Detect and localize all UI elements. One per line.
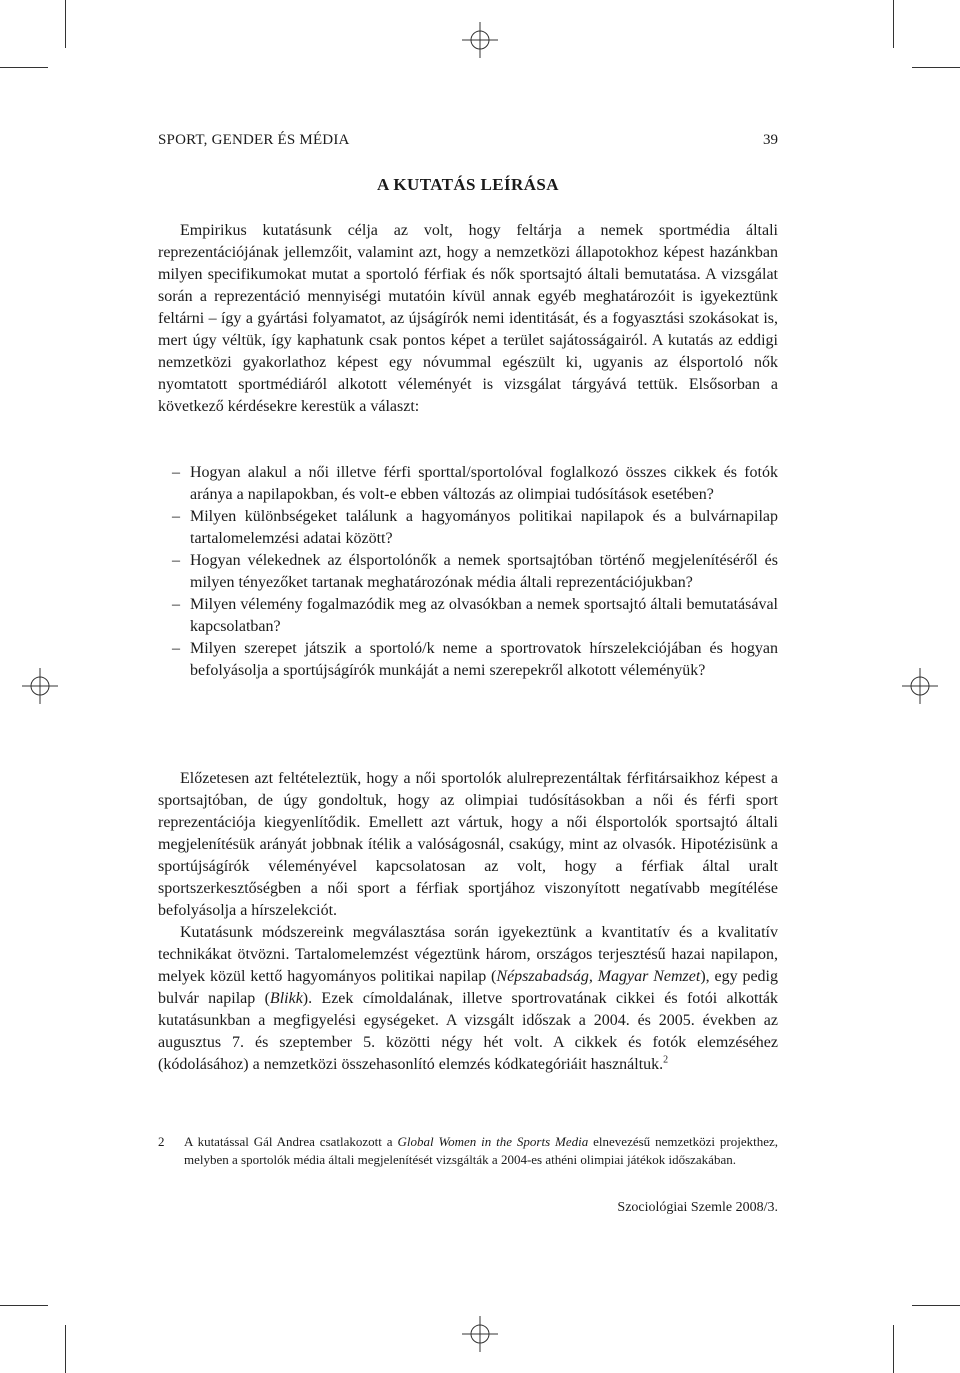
dash-bullet: –	[172, 640, 180, 657]
section-title: A KUTATÁS LEÍRÁSA	[377, 175, 559, 194]
footnote-number: 2	[158, 1134, 165, 1149]
journal-footer: Szociológiai Szemle 2008/3.	[617, 1200, 778, 1215]
crop-mark-bottom-left-vertical	[65, 1325, 66, 1373]
crop-mark-bottom-right-horizontal	[912, 1305, 960, 1306]
hypotheses-methods-section	[158, 768, 778, 1076]
crop-mark-bottom-right-vertical	[893, 1325, 894, 1373]
dash-bullet: –	[172, 552, 180, 569]
question-text: Hogyan vélekednek az élsportolónők a nemek sportsajtóban történő megjelenítéséről és milyen tényezőket tartanak meghatározónak média általi reprezentációjukban?	[190, 552, 778, 591]
question-text: Milyen szerepet játszik a sportoló/k neme a sportrovatok hírszelekciójában és hogyan befolyásolja a sportújságírók munkáját a nemi szerepekről alkotott véleményük?	[190, 640, 778, 679]
list-item	[158, 638, 778, 682]
crop-mark-top-left-vertical	[65, 0, 66, 48]
text-run: ), egy pedig bulvár napilap (	[158, 968, 778, 1007]
text-run: ). Ezek címoldalának, illetve sportrovatának cikkei és fotói alkották kutatásunkban a megfigyelési egységeket. A vizsgált időszak a 2004. és 2005. években az augusztus 7. és szeptember 5. közötti négy hét volt. A cikkek és fotók elemzéséhez (kódolásához) a nemzetközi összehasonlító elemzés kódkategóriáit használtuk.	[158, 990, 779, 1073]
dash-bullet: –	[172, 596, 180, 613]
list-item	[158, 462, 778, 506]
paragraph: Előzetesen azt feltételeztük, hogy a női sportolók alulreprezentáltak férfitársaikhoz képest a sportsajtóban, de úgy gondoltuk, hogy az olimpiai tudósításokban a női és férfi sport reprezentációja kiegyenlítődik. Emellett azt vártuk, hogy a női élsportolók sportsajtó általi megjelenítésük arányát jobbnak ítélik a valóságosnál, csakúgy, mint az olvasók. Hipotézisünk a sportújságírók véleményével kapcsolatosan az volt, hogy a férfiak által uralt sportszerkesztőségben a női sport a férfiak sportjához viszonyított negatívabb megítélése befolyásolja a hírszelekciót.	[158, 770, 778, 919]
running-title: SPORT, GENDER ÉS MÉDIA	[158, 132, 350, 148]
registration-mark-bottom	[462, 1316, 498, 1352]
page-number: 39	[763, 132, 778, 148]
crop-mark-bottom-left-horizontal	[0, 1305, 48, 1306]
list-item	[158, 594, 778, 638]
intro-section	[158, 220, 778, 418]
registration-mark-right	[902, 668, 938, 704]
registration-mark-top	[462, 22, 498, 58]
dash-bullet: –	[172, 464, 180, 481]
footnote-text	[184, 1133, 778, 1169]
registration-mark-left	[22, 668, 58, 704]
text-run: Kutatásunk módszereink megválasztása során igyekeztünk a kvantitatív és a kvalitatív technikákat ötvözni. Tartalomelemzést végeztünk három, országos terjesztésű hazai napilapon, melyek közül kettő hagyományos politikai napilap (	[158, 924, 778, 985]
newspaper-name: Blikk	[269, 990, 303, 1007]
footnote	[158, 1133, 778, 1169]
project-name: Global Women in the Sports Media	[397, 1134, 589, 1149]
paragraph	[158, 922, 778, 1076]
research-questions	[158, 462, 778, 682]
crop-mark-top-right-horizontal	[912, 67, 960, 68]
crop-mark-top-left-horizontal	[0, 67, 48, 68]
list-item	[158, 506, 778, 550]
footnote-reference[interactable]: 2	[663, 1054, 669, 1066]
paragraph: Empirikus kutatásunk célja az volt, hogy feltárja a nemek sportmédia általi reprezentációjának jellemzőit, valamint azt, hogy a nemzetközi állapotokhoz képest hazánkban milyen specifikumokat mutat a sportoló férfiak és nők sportsajtó általi bemutatása. A vizsgálat során a reprezentáció mennyiségi mutatóin kívül annak egyéb meghatározóit is igyekeztünk feltárni – így a gyártási folyamatot, az újságírók nemi identitását, és a fogyasztási szokásokat is, mert úgy véltük, így kaphatunk csak pontos képet a terület sajátosságairól. A kutatás az eddigi nemzetközi gyakorlathoz képest egy nóvummal egészült ki, ugyanis az élsportoló nők nyomtatott sportmédiáról alkotott véleményét is vizsgálat tárgyává tettük. Elsősorban a következő kérdésekre kerestük a választ:	[158, 222, 778, 415]
crop-mark-top-right-vertical	[893, 0, 894, 48]
question-text: Milyen különbségeket találunk a hagyományos politikai napilapok és a bulvárnapilap tartalomelemzési adatai között?	[190, 508, 778, 547]
text-run: A kutatással Gál Andrea csatlakozott a	[184, 1134, 398, 1149]
dash-bullet: –	[172, 508, 180, 525]
question-text: Milyen vélemény fogalmazódik meg az olvasókban a nemek sportsajtó általi bemutatásával kapcsolatban?	[190, 596, 778, 635]
text-run: elnevezésű nemzetközi projekthez, melyben a sportolók média általi megjelenítését vizsgálták a 2004-es athéni olimpiai játékok időszakában.	[184, 1134, 778, 1167]
newspaper-names: Népszabadság, Magyar Nemzet	[496, 968, 701, 985]
list-item	[158, 550, 778, 594]
question-list	[158, 462, 778, 682]
question-text: Hogyan alakul a női illetve férfi sporttal/sportolóval foglalkozó összes cikkek és fotók aránya a napilapokban, és volt-e ebben változás az olimpiai tudósítások esetében?	[190, 464, 778, 503]
